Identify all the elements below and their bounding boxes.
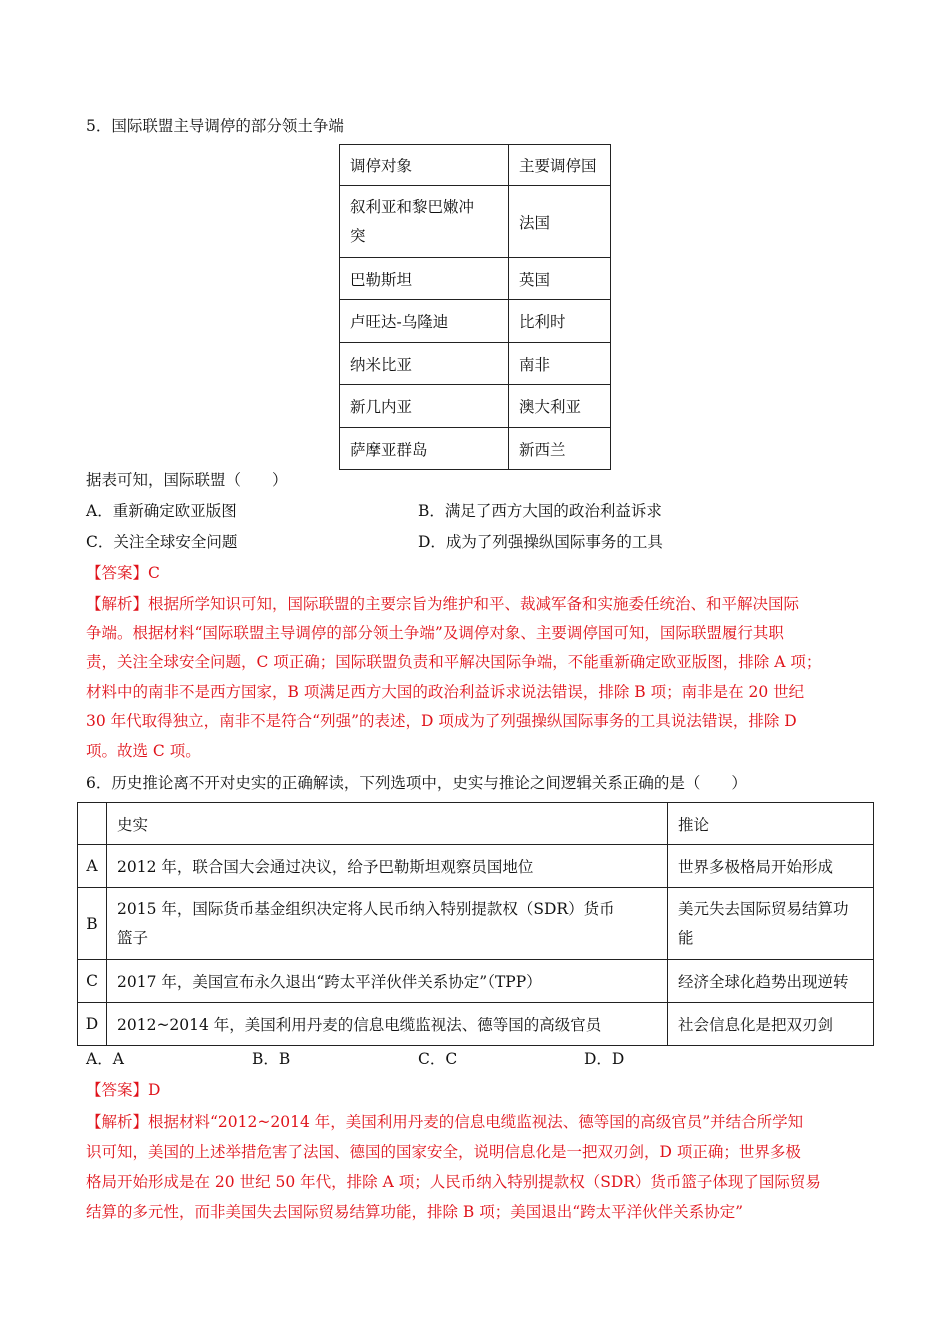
- q5-header-target: 调停对象: [340, 145, 509, 186]
- q5-title: 5．国际联盟主导调停的部分领土争端: [86, 117, 344, 135]
- table-row: [340, 385, 611, 428]
- q6-header-letter: [78, 803, 107, 845]
- cell-line: 2015 年，国际货币基金组织决定将人民币纳入特别提款权（SDR）货币: [117, 899, 615, 918]
- table-row: [340, 343, 611, 385]
- q6-answer: 【答案】D: [86, 1081, 161, 1099]
- table-header-row: [340, 145, 611, 186]
- table-row: [340, 186, 611, 258]
- table-row: [340, 258, 611, 300]
- q6-row-letter: A: [78, 845, 107, 888]
- q5-option-a: A．重新确定欧亚版图: [86, 502, 237, 520]
- q6-fact-cell: 2012 年，联合国大会通过决议，给予巴勒斯坦观察员国地位: [107, 845, 668, 888]
- q6-inference-cell: 经济全球化趋势出现逆转: [668, 960, 874, 1003]
- q5-country-cell: 南非: [509, 343, 611, 385]
- table-row: [340, 428, 611, 470]
- q5-option-d: D．成为了列强操纵国际事务的工具: [418, 533, 663, 551]
- q5-target-cell: 萨摩亚群岛: [340, 428, 509, 470]
- q6-fact-cell: [107, 888, 668, 960]
- q6-inference-cell: 社会信息化是把双刃剑: [668, 1003, 874, 1046]
- q5-option-c: C．关注全球安全问题: [86, 533, 238, 551]
- q6-table: [77, 802, 874, 1046]
- analysis-line: 结算的多元性，而非美国失去国际贸易结算功能，排除 B 项；美国退出“跨太平洋伙伴关系协定”: [86, 1203, 744, 1221]
- q5-stem: 据表可知，国际联盟（ ）: [86, 471, 288, 489]
- table-row: [340, 300, 611, 343]
- cell-line: 突: [350, 226, 366, 245]
- q5-target-cell: 卢旺达-乌隆迪: [340, 300, 509, 343]
- q6-option-c: C．C: [418, 1050, 458, 1068]
- q5-country-cell: 英国: [509, 258, 611, 300]
- q6-row-letter: D: [78, 1003, 107, 1046]
- cell-line: 篮子: [117, 928, 149, 947]
- analysis-line: 格局开始形成是在 20 世纪 50 年代，排除 A 项；人民币纳入特别提款权（SDR）货币篮子体现了国际贸易: [86, 1173, 821, 1191]
- analysis-line: 项。故选 C 项。: [86, 742, 201, 760]
- q6-option-d: D．D: [584, 1050, 625, 1068]
- q5-country-cell: 比利时: [509, 300, 611, 343]
- analysis-line: 识可知，美国的上述举措危害了法国、德国的国家安全，说明信息化是一把双刃剑，D 项正确；世界多极: [86, 1143, 801, 1161]
- q5-country-cell: 新西兰: [509, 428, 611, 470]
- analysis-line: 责，关注全球安全问题，C 项正确；国际联盟负责和平解决国际争端，不能重新确定欧亚版图，排除 A 项；: [86, 653, 822, 671]
- q6-header-fact: 史实: [107, 803, 668, 845]
- q5-target-cell: [340, 186, 509, 258]
- q5-target-cell: 巴勒斯坦: [340, 258, 509, 300]
- q6-row-letter: B: [78, 888, 107, 960]
- analysis-line: 【解析】根据材料“2012~2014 年，美国利用丹麦的信息电缆监视法、德等国的高级官员”并结合所学知: [86, 1113, 804, 1131]
- q6-option-a: A．A: [86, 1050, 124, 1068]
- table-row: [78, 888, 874, 960]
- q5-country-cell: 澳大利亚: [509, 385, 611, 428]
- cell-line: 美元失去国际贸易结算功: [678, 899, 849, 918]
- q6-title: 6．历史推论离不开对史实的正确解读，下列选项中，史实与推论之间逻辑关系正确的是（ ）: [86, 774, 747, 792]
- q5-header-country: 主要调停国: [509, 145, 611, 186]
- q5-answer: 【答案】C: [86, 564, 160, 582]
- q6-header-inference: 推论: [668, 803, 874, 845]
- q5-target-cell: 纳米比亚: [340, 343, 509, 385]
- q6-inference-cell: [668, 888, 874, 960]
- table-row: [78, 1003, 874, 1046]
- q5-option-b: B．满足了西方大国的政治利益诉求: [418, 502, 662, 520]
- cell-line: 能: [678, 928, 694, 947]
- q6-row-letter: C: [78, 960, 107, 1003]
- q5-target-cell: 新几内亚: [340, 385, 509, 428]
- analysis-line: 【解析】根据所学知识可知，国际联盟的主要宗旨为维护和平、裁减军备和实施委任统治、和平解决国际: [86, 595, 800, 613]
- analysis-line: 30 年代取得独立，南非不是符合“列强”的表述，D 项成为了列强操纵国际事务的工具说法错误，排除 D: [86, 712, 797, 730]
- table-row: [78, 845, 874, 888]
- q6-fact-cell: 2012~2014 年，美国利用丹麦的信息电缆监视法、德等国的高级官员: [107, 1003, 668, 1046]
- q6-option-b: B．B: [252, 1050, 291, 1068]
- analysis-line: 争端。根据材料“国际联盟主导调停的部分领土争端”及调停对象、主要调停国可知，国际联盟履行其职: [86, 624, 784, 642]
- q5-country-cell: 法国: [509, 186, 611, 258]
- table-header-row: [78, 803, 874, 845]
- cell-line: 叙利亚和黎巴嫩冲: [350, 197, 475, 216]
- table-row: [78, 960, 874, 1003]
- q6-inference-cell: 世界多极格局开始形成: [668, 845, 874, 888]
- q6-fact-cell: 2017 年，美国宣布永久退出“跨太平洋伙伴关系协定”（TPP）: [107, 960, 668, 1003]
- analysis-line: 材料中的南非不是西方国家，B 项满足西方大国的政治利益诉求说法错误，排除 B 项；南非是在 20 世纪: [86, 683, 805, 701]
- q5-table: [339, 144, 611, 470]
